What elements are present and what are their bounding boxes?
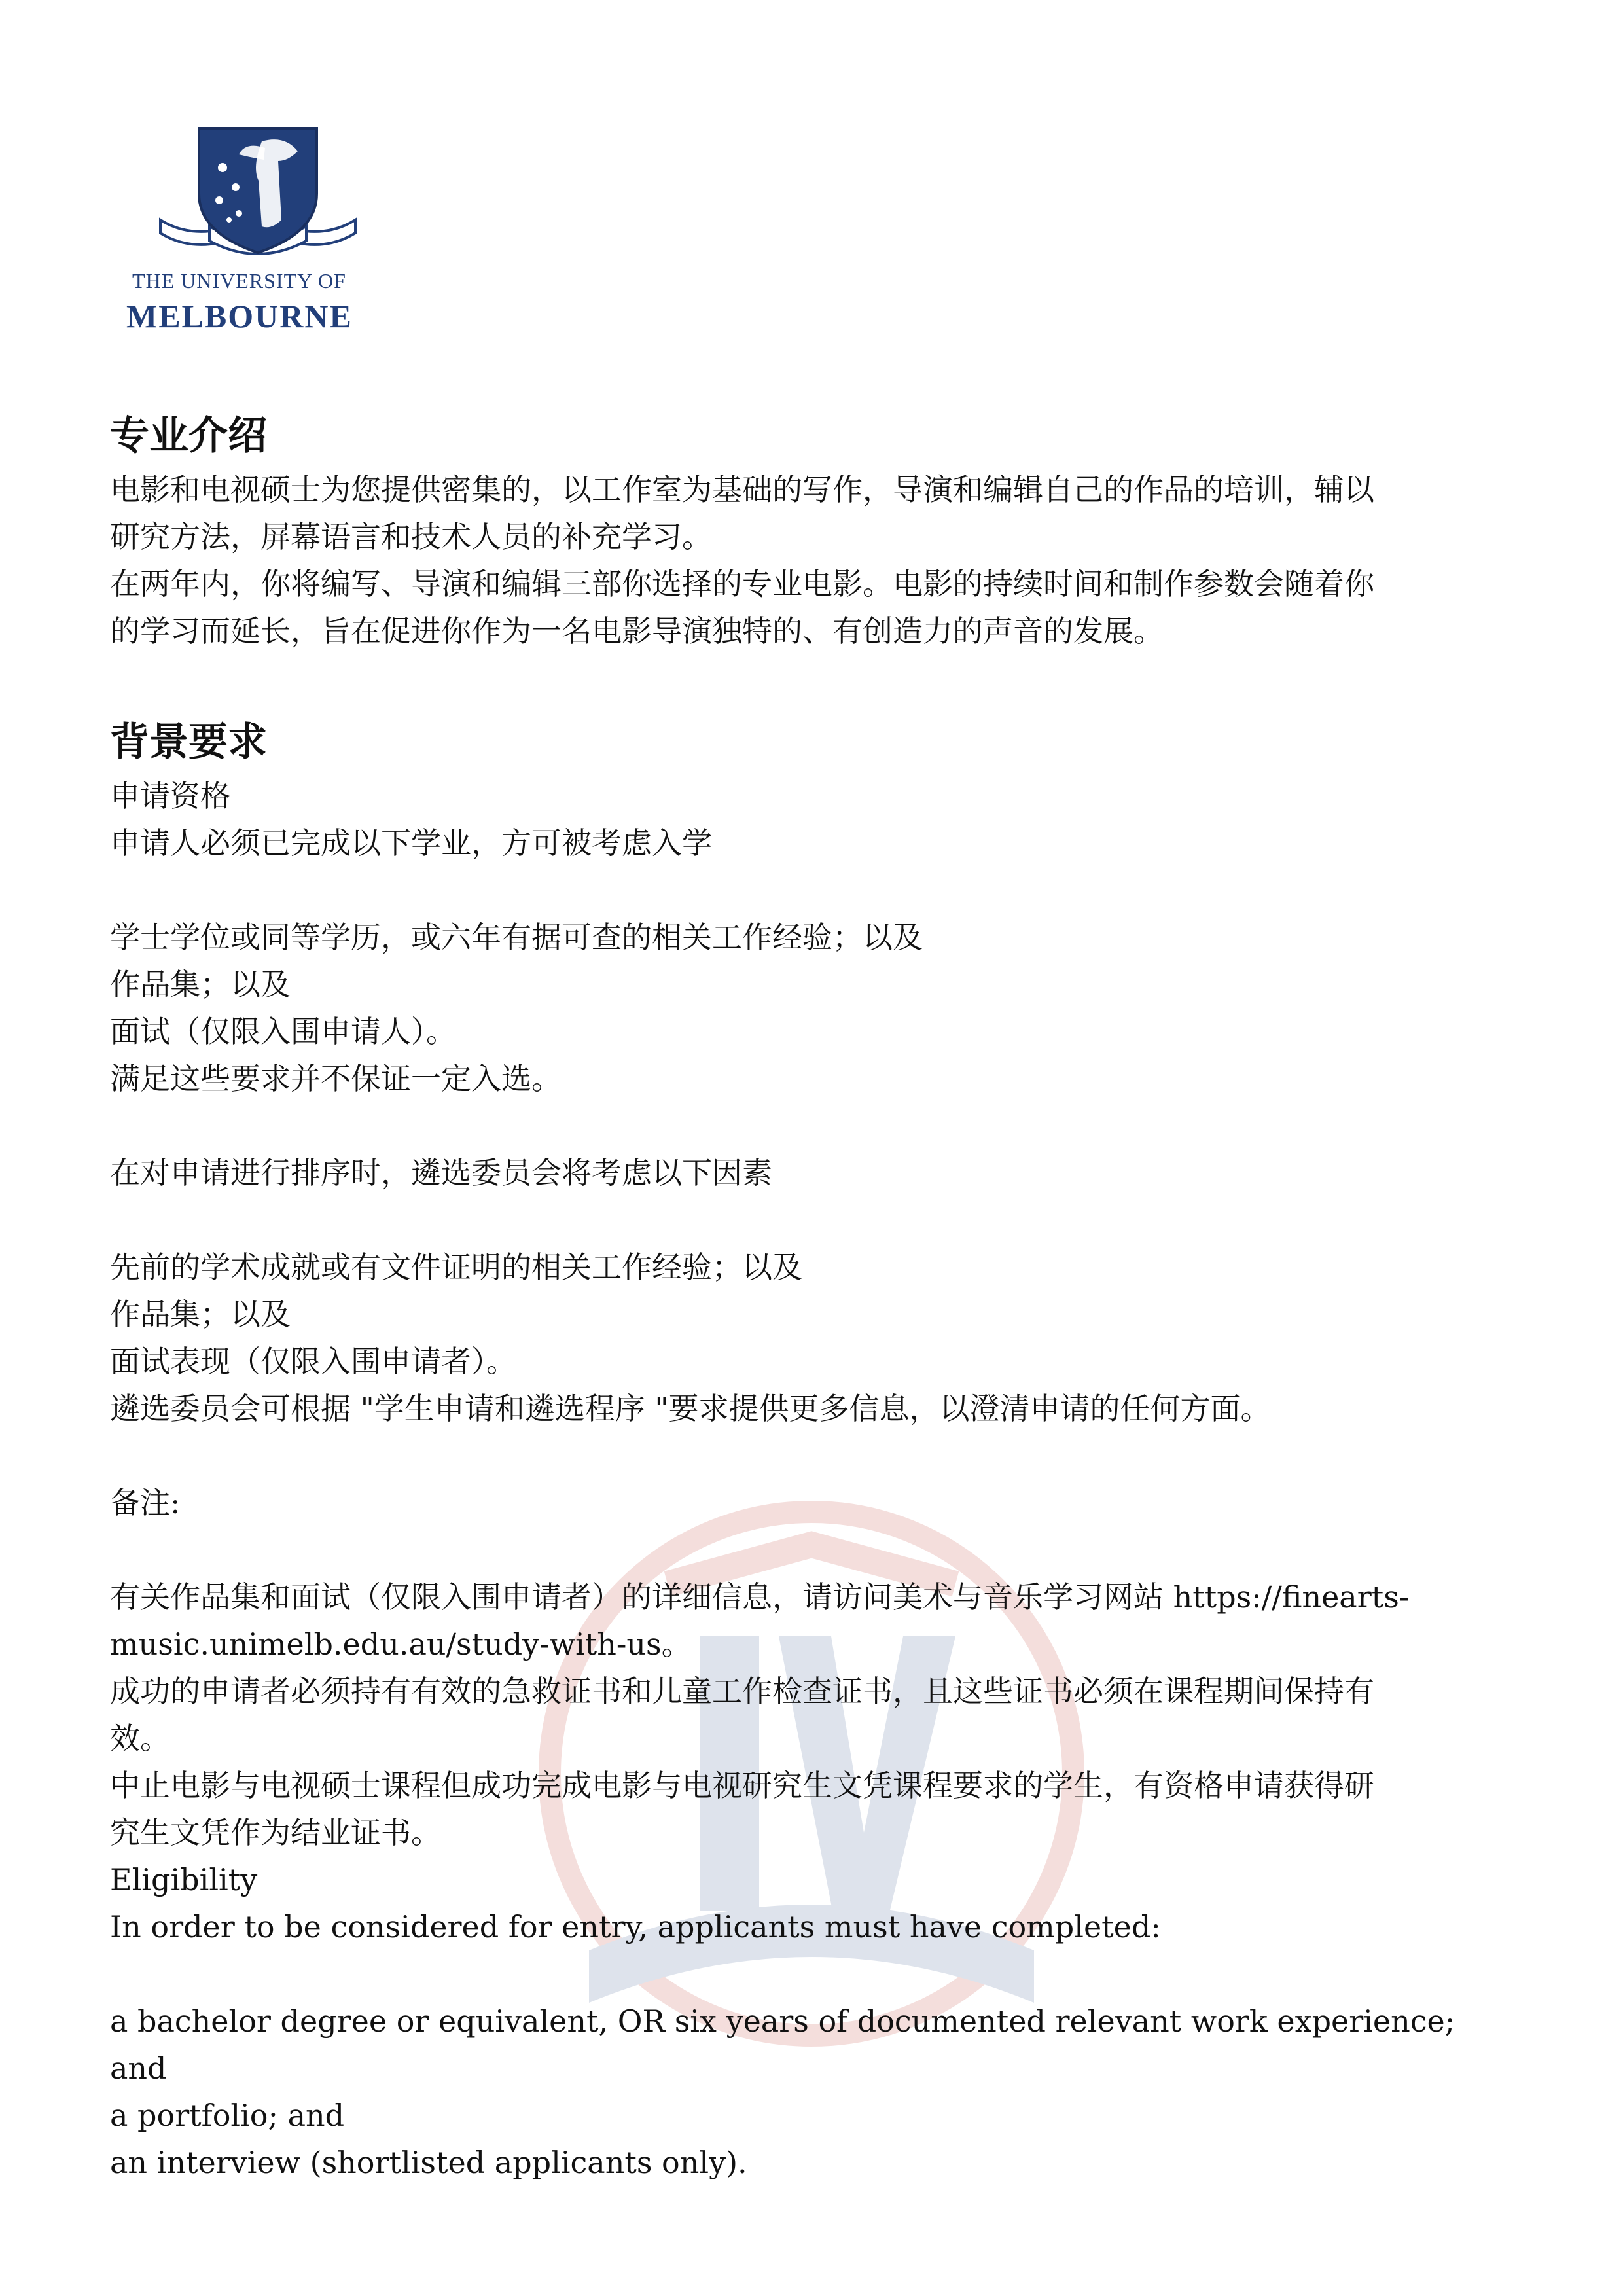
text-line-with-link: music.unimelb.edu.au/study-with-us。 [110, 1626, 692, 1662]
text-line: 面试表现（仅限入围申请者）。 [110, 1344, 516, 1379]
university-name-line1: THE UNIVERSITY OF [132, 269, 346, 293]
section-title-requirements: 背景要求 [110, 719, 267, 765]
blank-line [110, 867, 1517, 914]
blank-line [110, 1196, 1517, 1244]
text-line: 在对申请进行排序时，遴选委员会将考虑以下因素 [110, 1155, 772, 1191]
text-line: and [110, 2051, 167, 2086]
text-line: 面试（仅限入围申请人）。 [110, 1014, 456, 1049]
text-line: Eligibility [110, 1862, 258, 1897]
blank-line [110, 1432, 1517, 1479]
text-line: In order to be considered for entry, applicants must have completed: [110, 1909, 1161, 1945]
text-line: 申请资格 [110, 778, 230, 814]
university-name-line2: MELBOURNE [126, 298, 353, 334]
text-line: 在两年内，你将编写、导演和编辑三部你选择的专业电影。电影的持续时间和制作参数会随着你 [110, 566, 1374, 601]
document-body [110, 406, 1517, 2186]
blank-line [110, 1950, 1517, 1998]
text-line: a bachelor degree or equivalent, OR six years of documented relevant work experience; [110, 2003, 1455, 2039]
text-line: 备注: [110, 1485, 181, 1520]
text-line: 电影和电视硕士为您提供密集的，以工作室为基础的写作，导演和编辑自己的作品的培训，辅以 [110, 472, 1374, 507]
university-logo [126, 115, 388, 348]
section-title-program-intro: 专业介绍 [110, 413, 267, 459]
text-line: 成功的申请者必须持有有效的急救证书和儿童工作检查证书，且这些证书必须在课程期间保持有 [110, 1674, 1374, 1709]
text-line: 研究方法，屏幕语言和技术人员的补充学习。 [110, 519, 712, 554]
text-line: 学士学位或同等学历，或六年有据可查的相关工作经验；以及 [110, 920, 923, 955]
text-line: 遴选委员会可根据 "学生申请和遴选程序 "要求提供更多信息，以澄清申请的任何方面。 [110, 1391, 1271, 1426]
text-line: 究生文凭作为结业证书。 [110, 1815, 441, 1850]
text-line: 满足这些要求并不保证一定入选。 [110, 1061, 562, 1096]
text-line: 的学习而延长，旨在促进你作为一名电影导演独特的、有创造力的声音的发展。 [110, 613, 1164, 649]
text-line: 作品集；以及 [110, 1297, 291, 1332]
text-line: 作品集；以及 [110, 967, 291, 1002]
text-line: 申请人必须已完成以下学业，方可被考虑入学 [110, 825, 712, 861]
blank-line [110, 1526, 1517, 1573]
text-line: an interview (shortlisted applicants only). [110, 2145, 747, 2180]
text-line: a portfolio; and [110, 2098, 345, 2133]
text-line: 先前的学术成就或有文件证明的相关工作经验；以及 [110, 1249, 802, 1285]
text-line-with-link: 有关作品集和面试（仅限入围申请者）的详细信息，请访问美术与音乐学习网站 https://finearts- [110, 1579, 1410, 1615]
blank-line [110, 1102, 1517, 1149]
university-crest-icon [147, 122, 368, 272]
text-line: 中止电影与电视硕士课程但成功完成电影与电视研究生文凭课程要求的学生，有资格申请获得研 [110, 1768, 1374, 1803]
text-line: 效。 [110, 1721, 170, 1756]
